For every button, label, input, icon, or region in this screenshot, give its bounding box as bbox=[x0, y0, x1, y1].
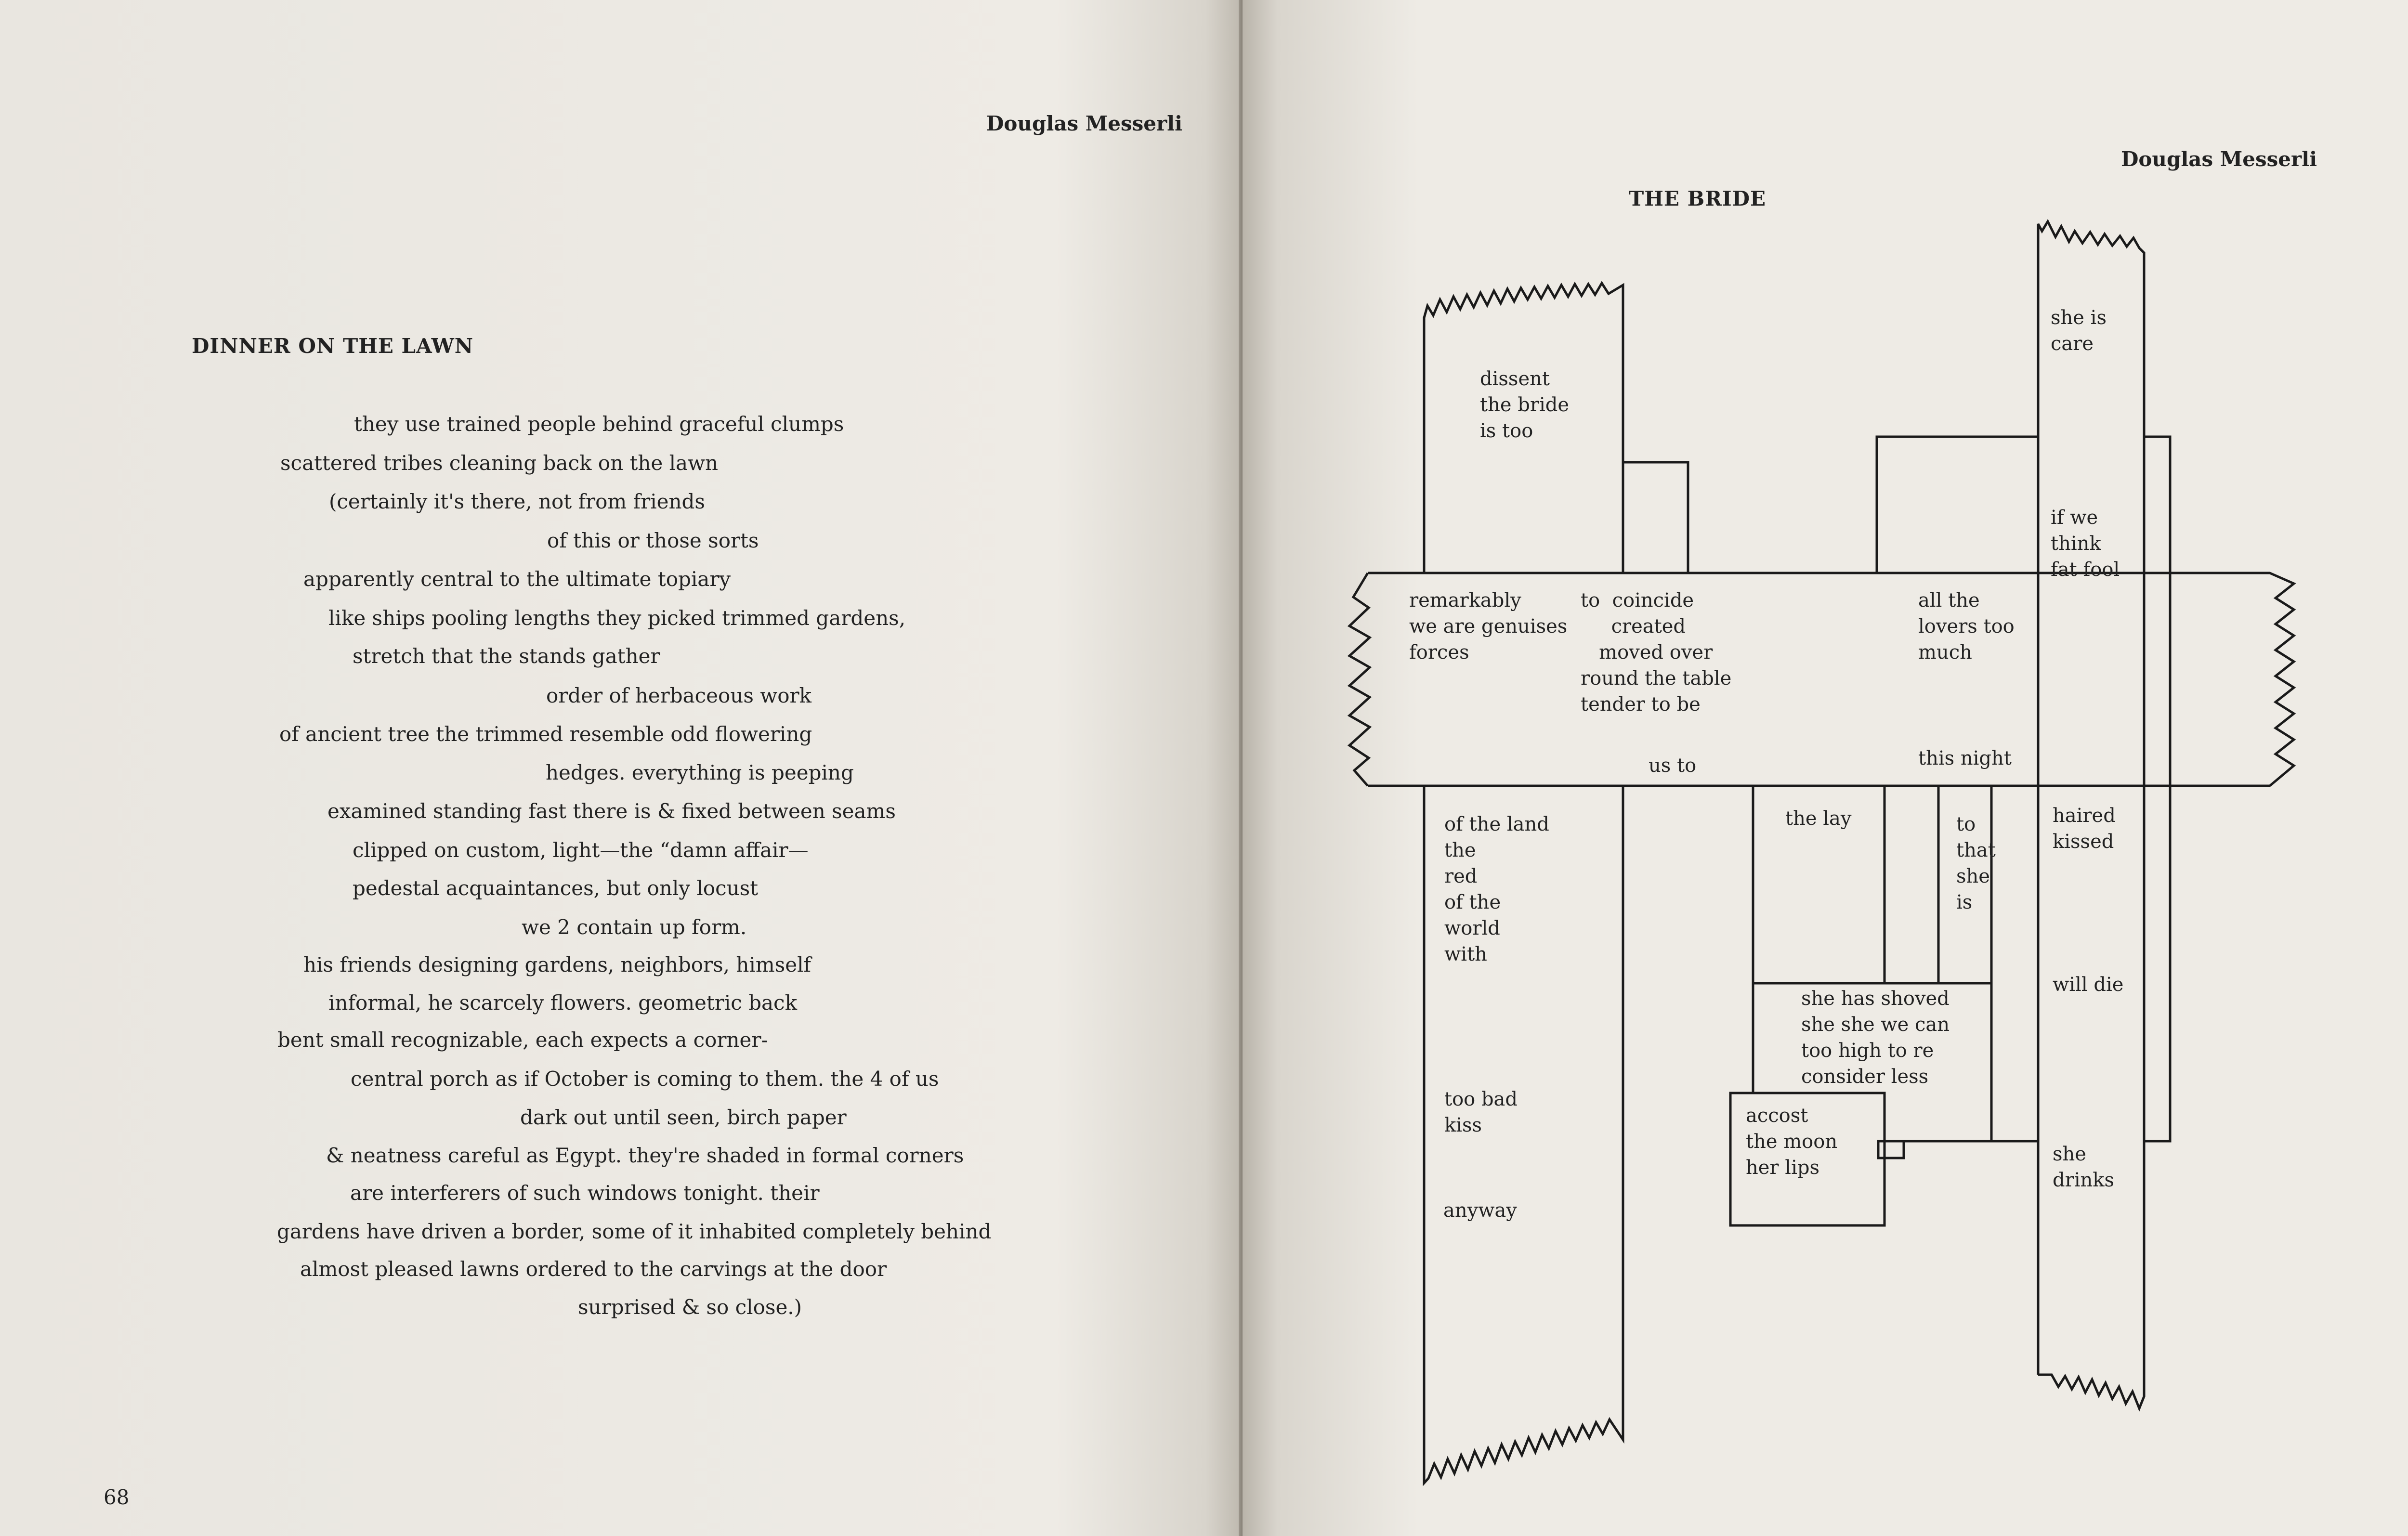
poem-line: bent small recognizable, each expects a corner- bbox=[277, 1028, 768, 1052]
poem-line: scattered tribes cleaning back on the lawn bbox=[280, 451, 719, 475]
diagram-label: to coincide created moved over round the table tender to be bbox=[1581, 589, 1732, 716]
poem-line: of this or those sorts bbox=[547, 529, 759, 552]
poem-line: hedges. everything is peeping bbox=[546, 761, 854, 784]
diagram-label: to that she is bbox=[1956, 813, 1996, 913]
poem-line: dark out until seen, birch paper bbox=[520, 1106, 847, 1129]
poem-line: & neatness careful as Egypt. they're shaded in formal corners bbox=[326, 1144, 964, 1167]
diagram-label: remarkably we are genuises forces bbox=[1409, 589, 1568, 664]
diagram-label: anyway bbox=[1443, 1199, 1517, 1222]
bride-diagram bbox=[1243, 0, 2408, 1536]
upper-right-stub bbox=[1877, 437, 2038, 573]
diagram-label: this night bbox=[1918, 747, 2012, 769]
diagram-label: the lay bbox=[1785, 807, 1852, 830]
poem-line: (certainly it's there, not from friends bbox=[329, 490, 705, 513]
diagram-label: of the land the red of the world with bbox=[1444, 813, 1549, 965]
diagram-label: if we think fat fool bbox=[2051, 507, 2120, 581]
poem-line: like ships pooling lengths they picked trimmed gardens, bbox=[328, 606, 906, 630]
poem-line: are interferers of such windows tonight. their bbox=[350, 1181, 820, 1205]
diagram-label: she has shoved she she we can too high to re consider less bbox=[1801, 988, 1950, 1088]
diagram-label: all the lovers too much bbox=[1918, 589, 2015, 664]
poem-line: informal, he scarcely flowers. geometric back bbox=[328, 991, 798, 1015]
page-number: 68 bbox=[104, 1485, 130, 1509]
poem-line: stretch that the stands gather bbox=[353, 644, 660, 668]
poem-line: central porch as if October is coming to them. the 4 of us bbox=[351, 1067, 939, 1091]
banner-left-zigzag bbox=[1349, 573, 1370, 786]
poem-title: THE BRIDE bbox=[1629, 187, 1767, 210]
poem-title: DINNER ON THE LAWN bbox=[192, 334, 474, 358]
poem-line: examined standing fast there is & fixed between seams bbox=[327, 799, 896, 823]
poem-line: his friends designing gardens, neighbors, himself bbox=[303, 953, 811, 976]
diagram-label: haired kissed bbox=[2053, 805, 2116, 853]
banner-right-zigzag bbox=[2270, 573, 2294, 786]
diagram-label: she is care bbox=[2051, 307, 2107, 355]
poem-line: gardens have driven a border, some of it inhabited completely behind bbox=[277, 1220, 992, 1243]
accost-connector bbox=[1878, 1141, 2038, 1158]
poem-line: surprised & so close.) bbox=[578, 1295, 802, 1319]
author-name: Douglas Messerli bbox=[986, 112, 1183, 135]
diagram-label: accost the moon her lips bbox=[1746, 1105, 1838, 1179]
notch-box bbox=[1623, 462, 1688, 573]
poem-line: apparently central to the ultimate topiary bbox=[303, 567, 731, 591]
diagram-label: will die bbox=[2053, 974, 2124, 996]
author-name: Douglas Messerli bbox=[2121, 147, 2317, 171]
poem-line: almost pleased lawns ordered to the carvings at the door bbox=[300, 1257, 887, 1281]
diagram-label: us to bbox=[1649, 755, 1697, 777]
diagram-label: dissent the bride is too bbox=[1480, 368, 1570, 442]
poem-line: we 2 contain up form. bbox=[522, 915, 747, 939]
poem-line: they use trained people behind graceful clumps bbox=[354, 412, 844, 436]
poem-line: pedestal acquaintances, but only locust bbox=[353, 876, 759, 900]
diagram-label: she drinks bbox=[2053, 1143, 2115, 1191]
poem-line: order of herbaceous work bbox=[546, 684, 812, 707]
diagram-label: too bad kiss bbox=[1444, 1088, 1518, 1136]
right-bracket bbox=[2144, 437, 2170, 1141]
poem-line: of ancient tree the trimmed resemble odd flowering bbox=[279, 722, 812, 746]
poem-line: clipped on custom, light—the “damn affair— bbox=[353, 838, 809, 862]
